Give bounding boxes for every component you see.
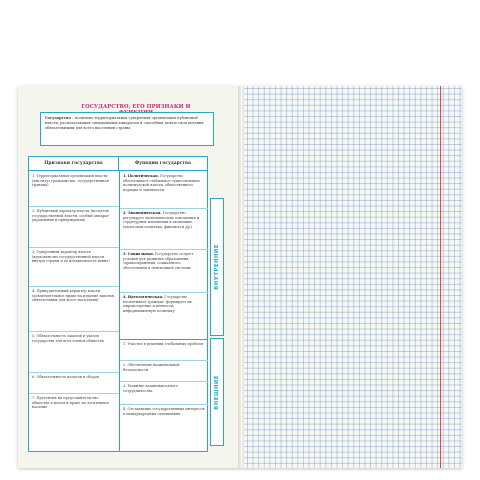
function-cell-6: 2. Обеспечение национальной безопасности <box>123 363 180 372</box>
side-tab-external-label: ВНЕШНИЕ <box>214 374 220 410</box>
side-tab-internal <box>210 198 224 336</box>
table-header-functions: Функции государства <box>119 157 207 171</box>
side-tab-external <box>210 338 224 446</box>
definition-box <box>40 112 214 146</box>
feature-cell-2: 2. Публичный характер власти (носитель государственной власти, особый аппарат управления и принуждения) <box>32 209 109 223</box>
left-page <box>18 86 238 468</box>
function-cell-5: 1. Участие в решении глобальных проблем <box>123 342 204 346</box>
feature-cell-7: 7. Претензия на представительство общества в целом и право на легитимное насилие <box>32 396 109 410</box>
function-term: 4. Идеологическая. <box>123 295 164 299</box>
function-cell-7: 3. Развитие взаимовыгодного сотрудничества <box>123 384 178 393</box>
feature-cell-6: 6. Обязательность налогов и сборов <box>32 375 99 379</box>
right-page-grid <box>244 86 462 468</box>
feature-cell-3: 3. Суверенный характер власти (верховенство государственной власти внутри страны и ее независимость вовне) <box>32 250 110 264</box>
features-functions-table <box>28 156 208 452</box>
table-header-features: Признаки государства <box>29 157 119 171</box>
function-cell-4 <box>120 293 208 339</box>
feature-cell-1: 1. Территориальная организация власти (институт гражданства, государственная граница) <box>32 174 109 188</box>
side-tab-internal-label: ВНУТРЕННИЕ <box>214 244 220 290</box>
feature-cell-4: 4. Принудительный характер власти (исключительное право на издание законов, обязательных для всего населения) <box>32 289 116 303</box>
function-term: 3. Социальная. <box>123 252 154 256</box>
function-cell-1 <box>120 172 208 208</box>
definition-text: – политико-территориальная суверенная организация публичной власти, располагающая специальным аппаратом и способная делать свои веления обязательными для всего населения страны. <box>45 116 204 130</box>
definition-term: Государство <box>45 116 71 120</box>
function-text: Государство воспитывает граждан, формирует их мировоззрение и ценности, информационную политику <box>123 295 192 313</box>
margin-line <box>440 86 441 468</box>
page-title: ГОСУДАРСТВО, ЕГО ПРИЗНАКИ И <box>81 104 191 110</box>
function-term: 2. Экономическая. <box>123 211 162 215</box>
function-text: Государство обеспечивает стабильное существование политической власти, общественного порядка и законности <box>123 174 200 192</box>
function-cell-2 <box>120 209 208 249</box>
function-term: 1. Политическая. <box>123 174 159 178</box>
function-cell-3 <box>120 250 208 292</box>
feature-cell-5: 5. Обязательность законов и указов государства для всех членов общества <box>32 334 104 343</box>
function-text: Государство создает условия для развития образования, здравоохранения, социального обеспечения и пенсионной системы <box>123 252 194 270</box>
function-cell-8: 4. Отстаивание государственных интересов в международных отношениях <box>123 407 205 416</box>
notebook-spread <box>18 86 462 468</box>
function-text: Государство регулирует экономические отношения и структурные изменения в экономике (налоговая политика, финансы и др.) <box>123 211 200 229</box>
